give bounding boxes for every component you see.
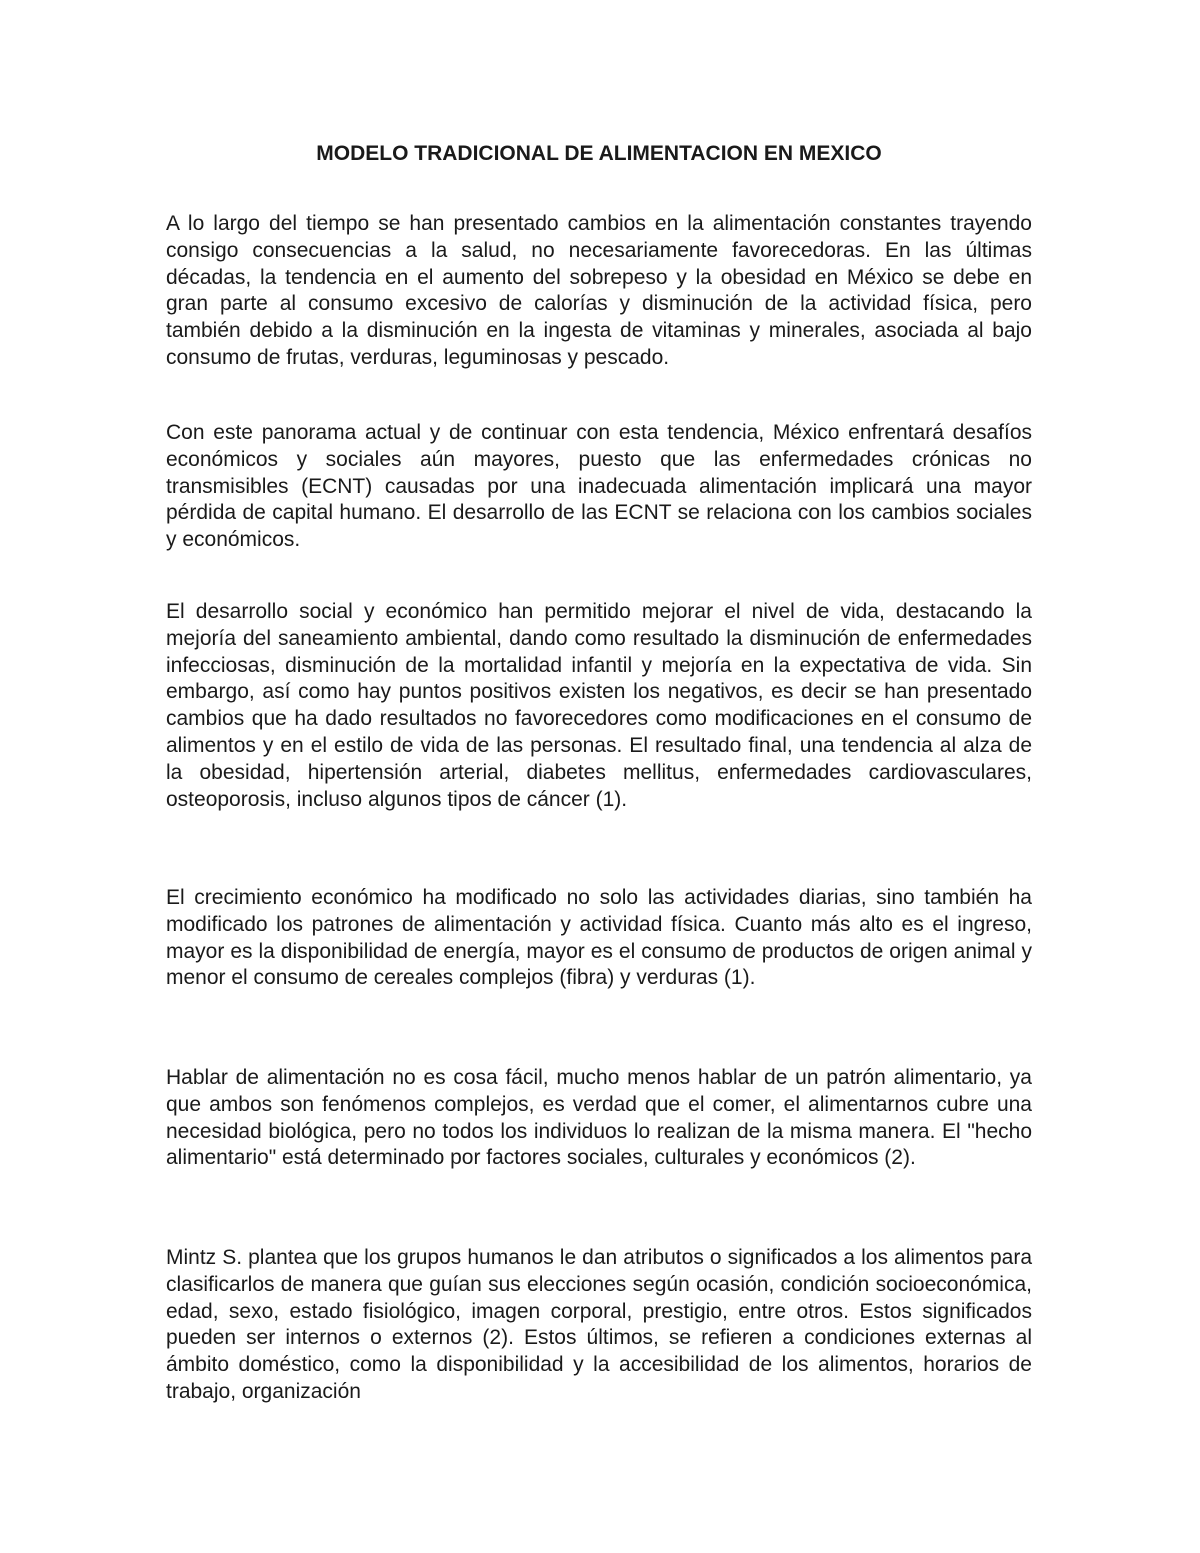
paragraph-2: Con este panorama actual y de continuar con esta tendencia, México enfrentará desafíos económicos y sociales aún mayores, puesto que las enfermedades crónicas no transmisibles (ECNT) causadas por una inadecuada alimentación implicará una mayor pérdida de capital humano. El desarrollo de las ECNT se relaciona con los cambios sociales y económicos.: [166, 421, 1032, 552]
paragraph-6: Mintz S. plantea que los grupos humanos le dan atributos o significados a los alimentos para clasificarlos de manera que guían sus elecciones según ocasión, condición socioeconómica, edad, sexo, estado fisiológico, imagen corporal, prestigio, entre otros. Estos significados pueden ser internos o externos (2). Estos últimos, se refieren a condiciones externas al ámbito doméstico, como la disponibilidad y la accesibilidad de los alimentos, horarios de trabajo, organización: [166, 1246, 1032, 1403]
paragraph-1: A lo largo del tiempo se han presentado cambios en la alimentación constantes trayendo consigo consecuencias a la salud, no necesariamente favorecedoras. En las últimas décadas, la tendencia en el aumento del sobrepeso y la obesidad en México se debe en gran parte al consumo excesivo de calorías y disminución de la actividad física, pero también debido a la disminución en la ingesta de vitaminas y minerales, asociada al bajo consumo de frutas, verduras, leguminosas y pescado.: [166, 212, 1032, 369]
document-title: MODELO TRADICIONAL DE ALIMENTACION EN MEXICO: [316, 142, 882, 165]
paragraph-3: El desarrollo social y económico han permitido mejorar el nivel de vida, destacando la mejoría del saneamiento ambiental, dando como resultado la disminución de enfermedades infecciosas, disminución de la mortalidad infantil y mejoría en la expectativa de vida. Sin embargo, así como hay puntos positivos existen los negativos, es decir se han presentado cambios que ha dado resultados no favorecedores como modificaciones en el consumo de alimentos y en el estilo de vida de las personas. El resultado final, una tendencia al alza de la obesidad, hipertensión arterial, diabetes mellitus, enfermedades cardiovasculares, osteoporosis, incluso algunos tipos de cáncer (1).: [166, 600, 1032, 811]
paragraph-5: Hablar de alimentación no es cosa fácil, mucho menos hablar de un patrón alimentario, ya que ambos son fenómenos complejos, es verdad que el comer, el alimentarnos cubre una necesidad biológica, pero no todos los individuos lo realizan de la misma manera. El "hecho alimentario" está determinado por factores sociales, culturales y económicos (2).: [166, 1066, 1032, 1170]
paragraph-4: El crecimiento económico ha modificado no solo las actividades diarias, sino también ha modificado los patrones de alimentación y actividad física. Cuanto más alto es el ingreso, mayor es la disponibilidad de energía, mayor es el consumo de productos de origen animal y menor el consumo de cereales complejos (fibra) y verduras (1).: [166, 886, 1032, 990]
